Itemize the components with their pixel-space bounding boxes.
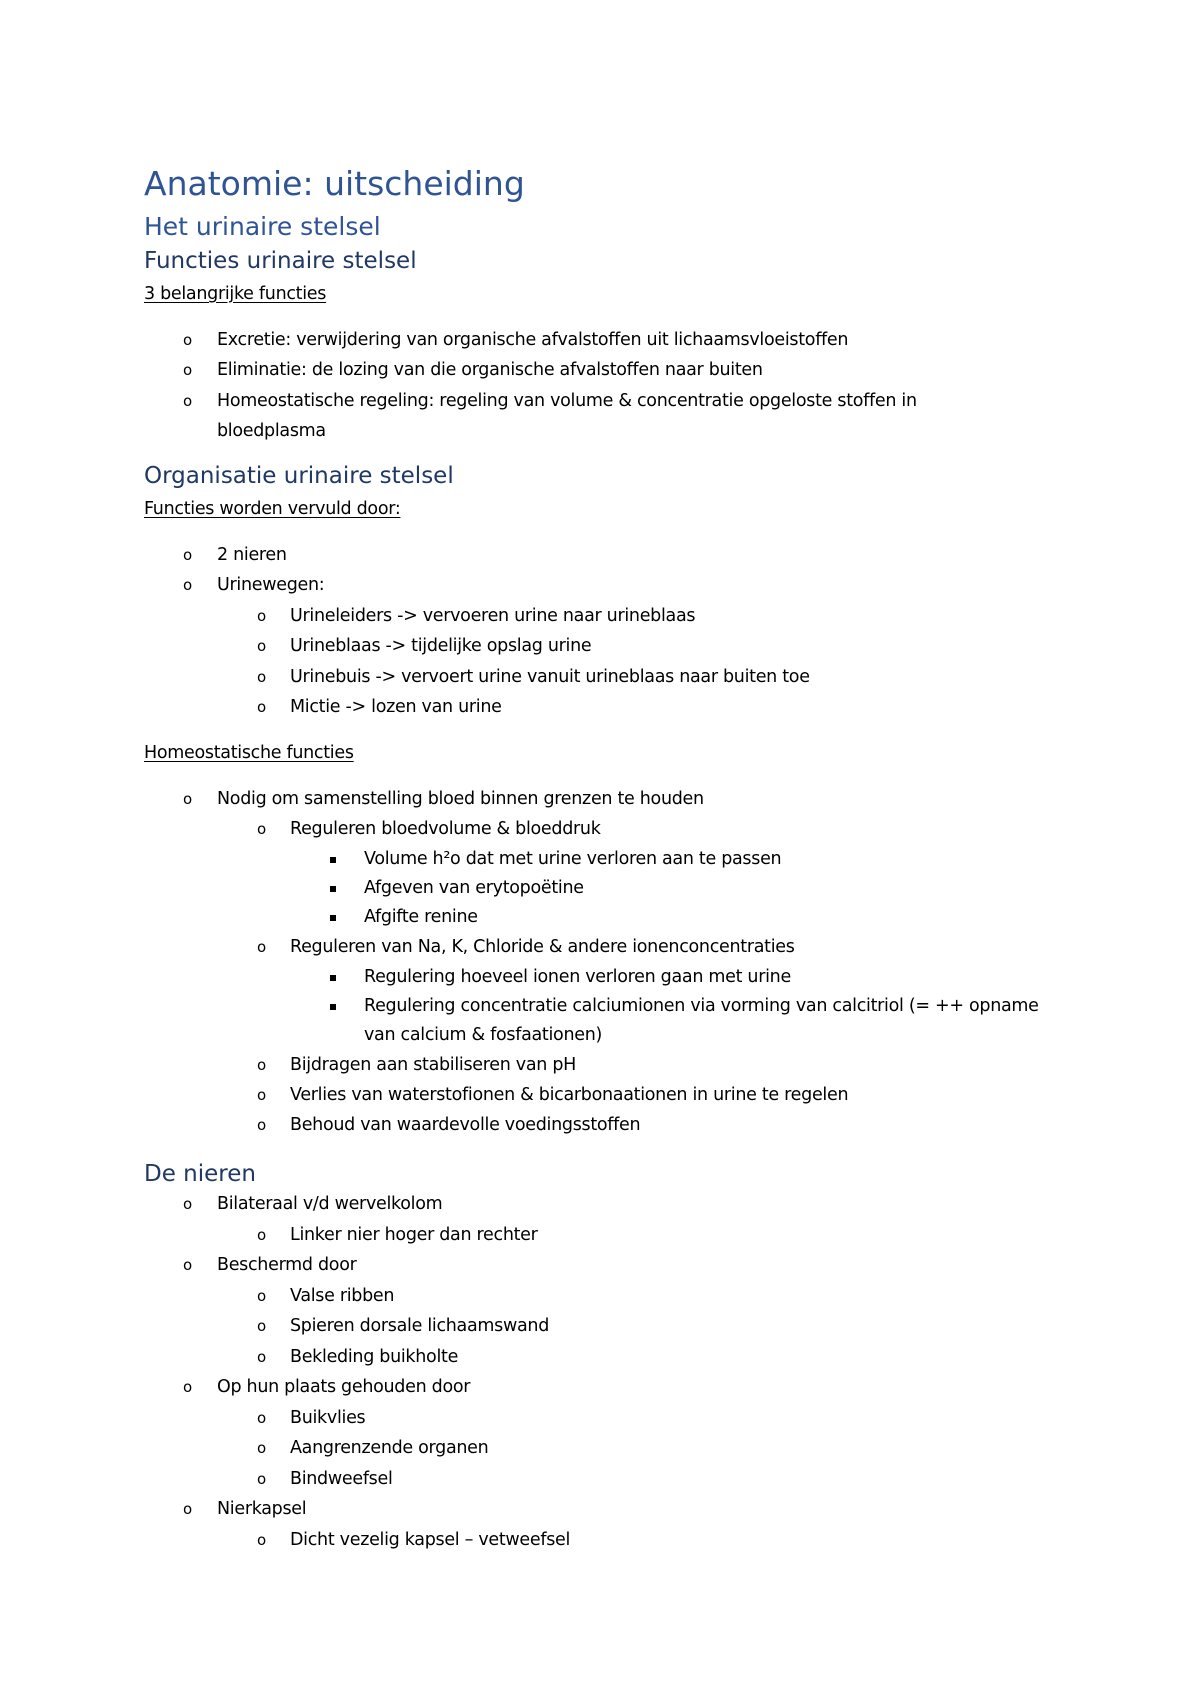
list-item: Eliminatie: de lozing van die organische afvalstoffen naar buiten (217, 360, 763, 380)
list-item: Afgifte renine (364, 907, 478, 927)
square-bullet-icon (330, 1004, 336, 1010)
square-bullet-icon (330, 886, 336, 892)
bullet-marker: o (183, 546, 193, 564)
heading-functies-urinaire-stelsel: Functies urinaire stelsel (144, 248, 417, 274)
list-item: Bijdragen aan stabiliseren van pH (290, 1055, 577, 1075)
list-item: 2 nieren (217, 545, 287, 565)
bullet-marker: o (257, 668, 267, 686)
underlined-label-functies-vervuld: Functies worden vervuld door: (144, 499, 401, 519)
list-item: Regulering hoeveel ionen verloren gaan met urine (364, 967, 791, 987)
list-item: Behoud van waardevolle voedingsstoffen (290, 1115, 641, 1135)
list-item: Bindweefsel (290, 1469, 393, 1489)
document-title: Anatomie: uitscheiding (144, 164, 525, 203)
square-bullet-icon (330, 915, 336, 921)
list-item: Aangrenzende organen (290, 1438, 489, 1458)
list-item: Dicht vezelig kapsel – vetweefsel (290, 1530, 571, 1550)
list-item: Bilateraal v/d wervelkolom (217, 1194, 443, 1214)
bullet-marker: o (257, 637, 267, 655)
list-item-continuation: van calcium & fosfaationen) (364, 1025, 603, 1045)
underlined-label-homeostatische-functies: Homeostatische functies (144, 743, 354, 763)
list-item: Nierkapsel (217, 1499, 307, 1519)
underlined-label-3-functies: 3 belangrijke functies (144, 284, 327, 304)
bullet-marker: o (257, 1531, 267, 1549)
list-item: Buikvlies (290, 1408, 366, 1428)
heading-urinaire-stelsel: Het urinaire stelsel (144, 212, 381, 241)
bullet-marker: o (183, 331, 193, 349)
bullet-marker: o (257, 1226, 267, 1244)
list-item: Op hun plaats gehouden door (217, 1377, 471, 1397)
list-item-continuation: bloedplasma (217, 421, 326, 441)
list-item: Urineblaas -> tijdelijke opslag urine (290, 636, 592, 656)
list-item: Bekleding buikholte (290, 1347, 459, 1367)
bullet-marker: o (257, 1348, 267, 1366)
bullet-marker: o (257, 1409, 267, 1427)
bullet-marker: o (257, 1056, 267, 1074)
bullet-marker: o (257, 1317, 267, 1335)
list-item: Regulering concentratie calciumionen via vorming van calcitriol (= ++ opname (364, 996, 1039, 1016)
list-item: Verlies van waterstofionen & bicarbonaationen in urine te regelen (290, 1085, 849, 1105)
bullet-marker: o (183, 392, 193, 410)
bullet-marker: o (257, 1116, 267, 1134)
list-item: Urineleiders -> vervoeren urine naar urineblaas (290, 606, 696, 626)
list-item: Spieren dorsale lichaamswand (290, 1316, 550, 1336)
list-item: Volume h²o dat met urine verloren aan te passen (364, 849, 782, 869)
square-bullet-icon (330, 975, 336, 981)
list-item: Reguleren van Na, K, Chloride & andere ionenconcentraties (290, 937, 795, 957)
list-item: Linker nier hoger dan rechter (290, 1225, 538, 1245)
bullet-marker: o (257, 1439, 267, 1457)
bullet-marker: o (183, 1195, 193, 1213)
heading-de-nieren: De nieren (144, 1161, 256, 1187)
bullet-marker: o (257, 820, 267, 838)
bullet-marker: o (183, 790, 193, 808)
bullet-marker: o (183, 361, 193, 379)
list-item: Mictie -> lozen van urine (290, 697, 502, 717)
bullet-marker: o (257, 1470, 267, 1488)
heading-organisatie-urinaire-stelsel: Organisatie urinaire stelsel (144, 463, 454, 489)
list-item: Excretie: verwijdering van organische afvalstoffen uit lichaamsvloeistoffen (217, 330, 849, 350)
bullet-marker: o (183, 1500, 193, 1518)
bullet-marker: o (257, 1287, 267, 1305)
bullet-marker: o (183, 1256, 193, 1274)
bullet-marker: o (257, 938, 267, 956)
list-item: Homeostatische regeling: regeling van volume & concentratie opgeloste stoffen in (217, 391, 917, 411)
list-item: Reguleren bloedvolume & bloeddruk (290, 819, 601, 839)
bullet-marker: o (257, 698, 267, 716)
bullet-marker: o (183, 1378, 193, 1396)
bullet-marker: o (257, 1086, 267, 1104)
bullet-marker: o (257, 607, 267, 625)
list-item: Valse ribben (290, 1286, 395, 1306)
list-item: Urinebuis -> vervoert urine vanuit urineblaas naar buiten toe (290, 667, 810, 687)
list-item: Urinewegen: (217, 575, 325, 595)
square-bullet-icon (330, 857, 336, 863)
list-item: Beschermd door (217, 1255, 357, 1275)
bullet-marker: o (183, 576, 193, 594)
list-item: Nodig om samenstelling bloed binnen grenzen te houden (217, 789, 704, 809)
list-item: Afgeven van erytopoëtine (364, 878, 584, 898)
